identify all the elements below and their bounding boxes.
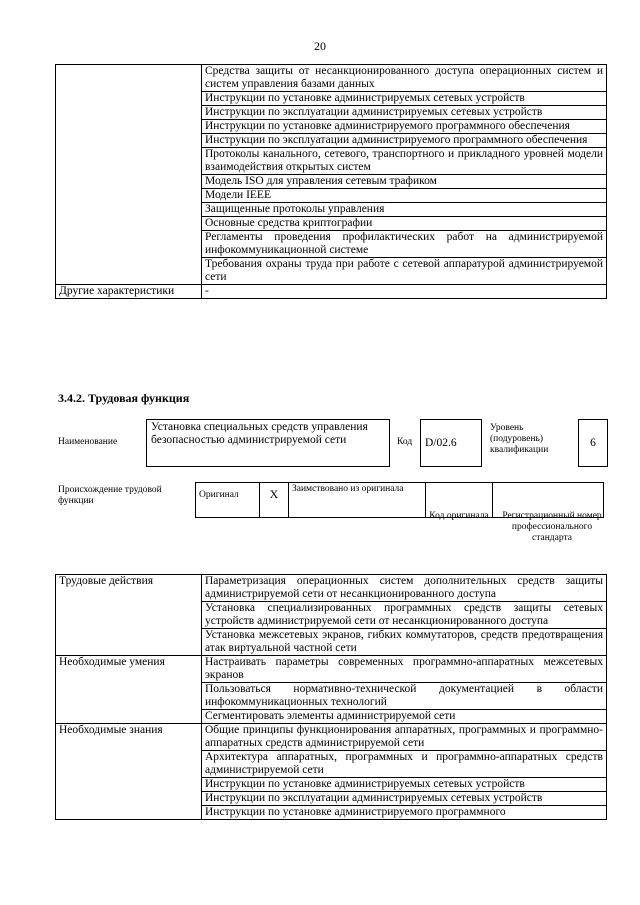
group-item: Установка специализированных программных средств защиты сетевых устройств администрируемой сети от несанкционированного доступа [202, 602, 607, 629]
group-label: Необходимые знания [56, 724, 202, 820]
level-label: Уровень (подуровень) квалификации [490, 423, 549, 455]
knowledge-item: Инструкции по установке администрируемых сетевых устройств [202, 92, 607, 106]
knowledge-item: Основные средства криптографии [202, 217, 607, 231]
knowledge-item: Требования охраны труда при работе с сетевой аппаратурой администрируемой сети [202, 258, 607, 285]
row-label-cell [56, 65, 202, 285]
group-item: Установка межсетевых экранов, гибких коммутаторов, средств предотвращения атак виртуальной частной сети [202, 629, 607, 656]
group-label: Необходимые умения [56, 656, 202, 724]
group-item: Пользоваться нормативно-технической документацией в области инфокоммуникационных технологий [202, 683, 607, 710]
other-characteristics-value: - [202, 285, 607, 299]
knowledge-item: Средства защиты от несанкционированного доступа операционных систем и систем управления базами данных [202, 65, 607, 92]
knowledge-table-continued [55, 64, 607, 299]
group-item: Инструкции по эксплуатации администрируемых сетевых устройств [202, 792, 607, 806]
group-item: Настраивать параметры современных программно-аппаратных межсетевых экранов [202, 656, 607, 683]
knowledge-item: Модели IEEE [202, 189, 607, 203]
table-row [56, 65, 607, 92]
page-number: 20 [314, 39, 326, 53]
table-row [56, 656, 607, 683]
function-name-box: Установка специальных средств управления безопасностью администрируемой сети [146, 419, 390, 467]
knowledge-item: Защищенные протоколы управления [202, 203, 607, 217]
group-item: Параметризация операционных систем дополнительных средств защиты администрируемой сети от несанкционированного доступа [202, 575, 607, 602]
group-item: Сегментировать элементы администрируемой сети [202, 710, 607, 724]
group-item: Общие принципы функционирования аппаратных, программных и программно-аппаратных средств администрируемой сети [202, 724, 607, 751]
knowledge-item: Инструкции по эксплуатации администрируемого программного обеспечения [202, 134, 607, 148]
table-row [56, 575, 607, 602]
section-heading: 3.4.2. Трудовая функция [58, 391, 190, 405]
borrowed-label: Заимствовано из оригинала [289, 483, 426, 518]
reg-caption: Регистрационный номер профессионального стандарта [502, 511, 602, 543]
group-item: Инструкции по установке администрируемого программного [202, 806, 607, 820]
knowledge-item: Инструкции по эксплуатации администрируемых сетевых устройств [202, 106, 607, 120]
labor-function-table [55, 574, 607, 820]
origin-label: Происхождение трудовой функции [58, 485, 162, 506]
original-label: Оригинал [196, 483, 260, 518]
original-mark: X [260, 483, 289, 518]
name-label: Наименование [58, 437, 118, 447]
knowledge-item: Протоколы канального, сетевого, транспортного и прикладного уровней модели взаимодействия открытых систем [202, 148, 607, 175]
function-code-box: D/02.6 [420, 419, 482, 467]
level-box: 6 [578, 419, 608, 467]
knowledge-item: Регламенты проведения профилактических работ на администрируемой инфокоммуникационной системе [202, 231, 607, 258]
group-item: Инструкции по установке администрируемых сетевых устройств [202, 778, 607, 792]
code-label: Код [397, 437, 413, 447]
other-characteristics-label: Другие характеристики [56, 285, 202, 299]
knowledge-item: Модель ISO для управления сетевым трафиком [202, 175, 607, 189]
code-caption: Код оригинала [429, 511, 489, 521]
group-item: Архитектура аппаратных, программных и программно-аппаратных средств администрируемой сети [202, 751, 607, 778]
table-row [56, 285, 607, 299]
table-row [56, 724, 607, 751]
group-label: Трудовые действия [56, 575, 202, 656]
knowledge-item: Инструкции по установке администрируемого программного обеспечения [202, 120, 607, 134]
